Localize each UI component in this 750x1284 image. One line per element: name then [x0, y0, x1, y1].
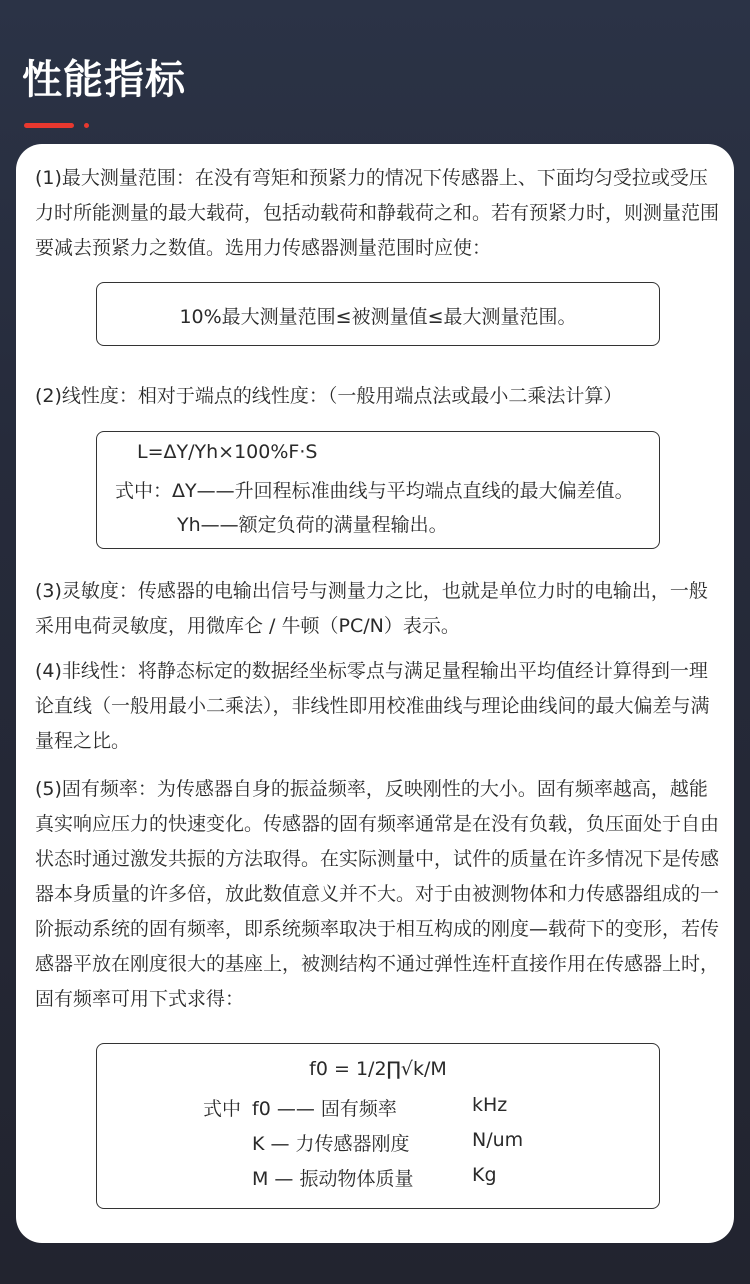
- section-natural-frequency-text: (5)固有频率：为传感器自身的振益频率，反映刚性的大小。固有频率越高，越能真实响应压力的快速变化。传感器的固有频率通常是在没有负载，负压面处于自由状态时通过激发共振的方法取得。在实际测量中，试件的质量在许多情况下是传感器本身质量的许多倍，放此数值意义并不大。对于由被测物体和力传感器组成的一阶振动系统的固有频率，即系统频率取决于相互构成的刚度—载荷下的变形，若传感器平放在刚度很大的基座上，被测结构不通过弹性连杆直接作用在传感器上时，固有频率可用下式求得：: [35, 778, 720, 1010]
- linearity-box: [96, 431, 660, 549]
- where-label: 式中: [203, 1098, 242, 1120]
- max-range-condition: 10%最大测量范围≤被测量值≤最大测量范围。: [179, 306, 577, 328]
- page-title: 性能指标: [22, 57, 186, 103]
- title-dot: [84, 123, 89, 128]
- row-f0-symbol: f0 —— 固有频率: [252, 1098, 397, 1120]
- row-k-unit: N/um: [472, 1129, 524, 1151]
- linearity-formula: L=ΔY/Yh×100%F·S: [137, 441, 318, 463]
- row-m-unit: Kg: [472, 1164, 497, 1186]
- title-underline: [24, 123, 74, 128]
- linearity-where-2: Yh——额定负荷的满量程输出。: [177, 514, 448, 536]
- row-m-symbol: M — 振动物体质量: [252, 1168, 414, 1190]
- section-linearity-text: (2)线性度：相对于端点的线性度：（一般用端点法或最小二乘法计算）: [35, 385, 623, 407]
- max-range-box: [96, 282, 660, 346]
- section-sensitivity-text: (3)灵敏度：传感器的电输出信号与测量力之比，也就是单位力时的电输出，一般采用电荷灵敏度，用微库仑 / 牛顿（PC/N）表示。: [35, 580, 708, 637]
- natural-frequency-formula: f0 = 1/2∏√k/M: [309, 1058, 447, 1080]
- linearity-where-1: 式中：ΔY——升回程标准曲线与平均端点直线的最大偏差值。: [115, 480, 634, 502]
- natural-frequency-box: [96, 1043, 660, 1209]
- section-nonlinearity-text: (4)非线性：将静态标定的数据经坐标零点与满足量程输出平均值经计算得到一理论直线（一般用最小二乘法），非线性即用校准曲线与理论曲线间的最大偏差与满量程之比。: [35, 660, 710, 752]
- section-max-range-text: (1)最大测量范围：在没有弯矩和预紧力的情况下传感器上、下面均匀受拉或受压力时所能测量的最大载荷，包括动载荷和静载荷之和。若有预紧力时，则测量范围要减去预紧力之数值。选用力传感器测量范围时应使：: [35, 167, 720, 259]
- row-f0-unit: kHz: [472, 1094, 508, 1116]
- content-card: [16, 144, 734, 1243]
- row-k-symbol: K — 力传感器刚度: [252, 1133, 410, 1155]
